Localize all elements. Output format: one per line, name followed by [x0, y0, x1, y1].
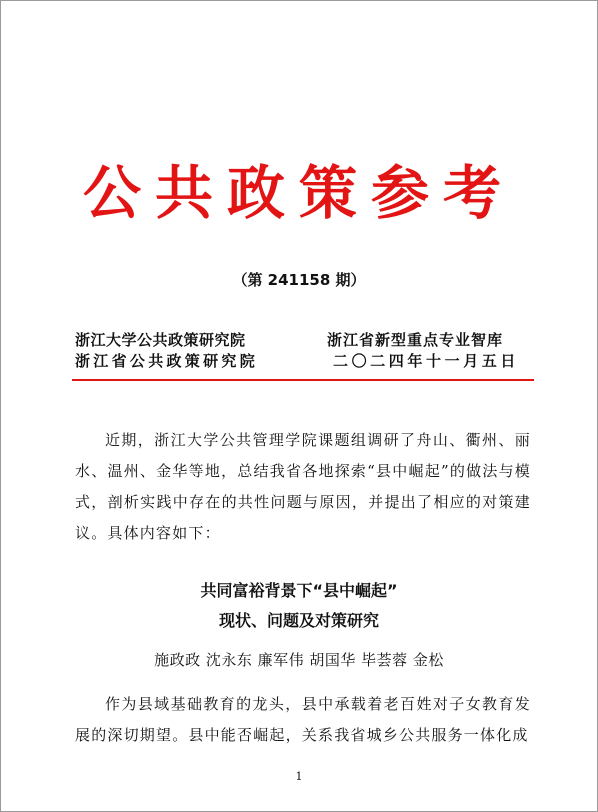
publish-date: 二〇二四年十一月五日 — [333, 352, 520, 370]
publisher-line-2: 浙江省公共政策研究院 — [75, 352, 259, 370]
masthead-title: 公共政策参考 — [82, 159, 515, 227]
article-authors: 施政政 沈永东 廉军伟 胡国华 毕荟蓉 金松 — [154, 651, 444, 669]
article-title-line-2: 现状、问题及对策研究 — [218, 611, 379, 630]
publisher-line-1: 浙江大学公共政策研究院 — [75, 331, 246, 349]
page-number: 1 — [295, 770, 303, 783]
article-title-line-1: 共同富裕背景下“县中崛起” — [200, 581, 398, 600]
think-tank-label: 浙江省新型重点专业智库 — [327, 331, 504, 349]
intro-paragraph: 近期，浙江大学公共管理学院课题组调研了舟山、衢州、丽水、温州、金华等地，总结我省各地探索“县中崛起”的做法与模式，剖析实践中存在的共性问题与原因，并提出了相应的对策建议。具体内容如下： — [75, 431, 531, 542]
header-divider — [72, 379, 534, 381]
issue-number: （第 241158 期） — [232, 271, 366, 289]
body-paragraph: 作为县域基础教育的龙头，县中承载着老百姓对子女教育发展的深切期望。县中能否崛起，关系我省城乡公共服务一体化成 — [75, 695, 531, 744]
